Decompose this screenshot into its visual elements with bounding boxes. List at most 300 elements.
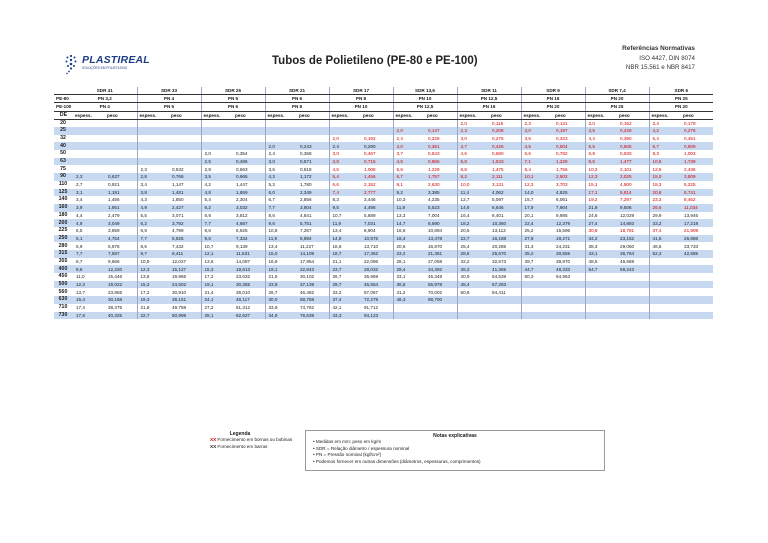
espessura-cell: 25,4: [457, 242, 489, 250]
peso-cell: [617, 304, 649, 312]
espessura-cell: 22,4: [521, 219, 553, 227]
espessura-cell: 12,3: [585, 173, 617, 181]
espessura-cell: 32,2: [457, 258, 489, 266]
peso-cell: 1,456: [105, 196, 137, 204]
peso-cell: 0,866: [425, 158, 457, 166]
peso-cell: [361, 127, 393, 135]
espessura-cell: 52,3: [649, 250, 681, 258]
peso-cell: 36,764: [617, 250, 649, 258]
peso-cell: 2,349: [297, 189, 329, 197]
espessura-cell: 29,4: [393, 265, 425, 273]
espessura-cell: 9,5: [329, 204, 361, 212]
de-cell: 160: [54, 204, 73, 212]
espessura-cell: 6,7: [265, 196, 297, 204]
peso-cell: 10,975: [361, 235, 393, 243]
brand-logo: [62, 53, 192, 75]
table-row: [54, 242, 713, 250]
espessura-cell: 18,7: [329, 250, 361, 258]
legend-black-mark: XX: [210, 443, 217, 449]
espessura-cell: 4,4: [585, 135, 617, 143]
table-row: [54, 135, 713, 143]
peso-cell: 7,297: [617, 196, 649, 204]
peso-cell: 59,243: [617, 265, 649, 273]
espessura-cell: 21,1: [329, 258, 361, 266]
peso-cell: 45,348: [425, 273, 457, 281]
espessura-cell: 3,1: [73, 189, 105, 197]
peso-cell: 0,504: [553, 142, 585, 150]
peso-cell: 17,362: [361, 250, 393, 258]
espessura-cell: [521, 296, 553, 304]
espessura-cell: 3,0: [265, 158, 297, 166]
espessura-cell: [585, 273, 617, 281]
espessura-cell: 2,0: [393, 127, 425, 135]
notes-title: Notas explicativas: [433, 433, 477, 439]
table-row: [54, 181, 713, 189]
espessura-cell: 10,3: [393, 196, 425, 204]
espessura-cell: 9,8: [73, 265, 105, 273]
peso-cell: [169, 135, 201, 143]
peso-cell: 41,365: [489, 265, 521, 273]
table-row: [54, 258, 713, 266]
espessura-cell: 2,9: [201, 165, 233, 173]
peso-cell: 1,229: [425, 165, 457, 173]
peso-cell: 55,978: [425, 281, 457, 289]
peso-cell: 9,506: [617, 204, 649, 212]
espessura-header: espess.: [457, 111, 489, 119]
header-row-pe100: [54, 103, 713, 111]
espessura-cell: [73, 165, 105, 173]
peso-cell: 9,985: [553, 212, 585, 220]
legend-coils-text: Fornecimento em bornas ou bobinas: [217, 437, 293, 443]
espessura-cell: 26,6: [649, 204, 681, 212]
de-cell: 20: [54, 119, 73, 127]
peso-cell: 16,870: [425, 242, 457, 250]
peso-cell: 7,587: [105, 250, 137, 258]
peso-cell: 0,663: [233, 165, 265, 173]
peso-cell: 8,590: [425, 219, 457, 227]
header-pe100-cell: PN 20: [649, 103, 713, 111]
peso-cell: 11,631: [233, 250, 265, 258]
references-line-2: NBR 15.561 e NBR 8417: [625, 64, 695, 72]
header-pe80-cell: PN 16: [521, 95, 585, 103]
espessura-header: espess.: [265, 111, 297, 119]
espessura-cell: 10,7: [329, 212, 361, 220]
peso-cell: 5,925: [169, 235, 201, 243]
espessura-cell: 12,3: [137, 265, 169, 273]
peso-cell: [553, 288, 585, 296]
espessura-cell: [649, 258, 681, 266]
espessura-header: espess.: [329, 111, 361, 119]
peso-cell: [489, 296, 521, 304]
espessura-cell: 5,5: [73, 227, 105, 235]
espessura-cell: 23,3: [649, 196, 681, 204]
de-cell: 32: [54, 135, 73, 143]
peso-cell: 1,228: [553, 158, 585, 166]
espessura-cell: [649, 304, 681, 312]
de-cell: 355: [54, 258, 73, 266]
espessura-cell: [265, 127, 297, 135]
espessura-cell: 24,1: [201, 296, 233, 304]
peso-cell: [425, 312, 457, 320]
espessura-cell: [649, 281, 681, 289]
espessura-cell: 41,2: [393, 288, 425, 296]
espessura-cell: [585, 304, 617, 312]
espessura-cell: 12,1: [201, 250, 233, 258]
espessura-cell: 25,2: [521, 227, 553, 235]
espessura-cell: [585, 281, 617, 289]
espessura-cell: 6,6: [329, 181, 361, 189]
espessura-cell: 3,0: [585, 119, 617, 127]
peso-cell: 2,101: [617, 165, 649, 173]
espessura-cell: 15,0: [265, 250, 297, 258]
peso-header: peso: [105, 111, 137, 119]
peso-cell: 1,447: [233, 181, 265, 189]
peso-cell: 3,792: [169, 219, 201, 227]
header-pe80-cell: PN 25: [649, 95, 713, 103]
peso-cell: 30,555: [553, 250, 585, 258]
peso-cell: [617, 312, 649, 320]
espessura-cell: 6,7: [649, 142, 681, 150]
peso-cell: 15,596: [553, 227, 585, 235]
espessura-cell: 4,5: [521, 142, 553, 150]
peso-cell: 0,131: [553, 119, 585, 127]
espessura-cell: 3,8: [137, 189, 169, 197]
espessura-cell: 15,3: [137, 281, 169, 289]
peso-cell: 5,097: [489, 196, 521, 204]
espessura-cell: 4,5: [329, 165, 361, 173]
de-cell: 730: [54, 312, 73, 320]
table-row: [54, 304, 713, 312]
peso-cell: [681, 273, 713, 281]
espessura-cell: [137, 135, 169, 143]
espessura-cell: 6,9: [585, 150, 617, 158]
espessura-cell: 28,6: [457, 250, 489, 258]
espessura-cell: 2,3: [137, 165, 169, 173]
header-pe80-cell: PN 8: [329, 95, 393, 103]
espessura-cell: 34,2: [585, 235, 617, 243]
espessura-cell: 18,2: [457, 219, 489, 227]
peso-cell: 10,360: [489, 219, 521, 227]
peso-cell: 15,127: [169, 265, 201, 273]
peso-cell: [297, 119, 329, 127]
peso-cell: 6,061: [553, 196, 585, 204]
peso-cell: 2,479: [105, 212, 137, 220]
header-sdr-cell: SDR 17: [329, 87, 393, 95]
peso-cell: 50,999: [169, 312, 201, 320]
espessura-cell: 8,6: [201, 227, 233, 235]
espessura-cell: 50,3: [521, 273, 553, 281]
espessura-cell: 17,1: [585, 189, 617, 197]
peso-cell: 0,197: [553, 127, 585, 135]
peso-cell: 1,739: [681, 158, 713, 166]
de-cell: 200: [54, 219, 73, 227]
espessura-cell: 9,2: [393, 189, 425, 197]
peso-cell: 57,067: [361, 288, 393, 296]
peso-cell: [105, 135, 137, 143]
peso-cell: 2,777: [361, 189, 393, 197]
peso-cell: 3,025: [617, 173, 649, 181]
espessura-cell: 24,6: [585, 212, 617, 220]
header-sdr-cell: SDR 7,4: [585, 87, 649, 95]
espessura-cell: [201, 127, 233, 135]
espessura-cell: 31,3: [521, 242, 553, 250]
espessura-cell: 2,4: [393, 135, 425, 143]
peso-cell: 18,613: [233, 265, 265, 273]
espessura-cell: 43,1: [585, 250, 617, 258]
peso-cell: 61,312: [233, 304, 265, 312]
espessura-cell: 2,0: [201, 150, 233, 158]
peso-header: peso: [233, 111, 265, 119]
espessura-cell: [73, 158, 105, 166]
peso-cell: 0,768: [169, 173, 201, 181]
peso-cell: 40,325: [105, 312, 137, 320]
peso-cell: 7,031: [361, 219, 393, 227]
espessura-cell: 12,5: [649, 165, 681, 173]
peso-cell: [233, 142, 265, 150]
espessura-cell: 4,8: [201, 189, 233, 197]
peso-cell: 1,850: [169, 196, 201, 204]
peso-cell: 11,227: [297, 242, 329, 250]
espessura-cell: 11,0: [73, 273, 105, 281]
peso-cell: 22,843: [297, 265, 329, 273]
espessura-cell: 14,8: [329, 235, 361, 243]
peso-cell: 9,139: [233, 242, 265, 250]
espessura-cell: 13,7: [73, 288, 105, 296]
peso-cell: [553, 304, 585, 312]
espessura-cell: 11,8: [393, 204, 425, 212]
page-title: Tubos de Polietileno (PE-80 e PE-100): [272, 55, 478, 67]
peso-cell: 9,666: [105, 258, 137, 266]
espessura-cell: 6,9: [73, 242, 105, 250]
peso-cell: 7,432: [169, 242, 201, 250]
peso-cell: 9,411: [169, 250, 201, 258]
peso-cell: 74,762: [297, 304, 329, 312]
table-row: [54, 235, 713, 243]
peso-cell: 0,179: [681, 119, 713, 127]
header-label-pe100: PE-100: [56, 104, 72, 110]
espessura-cell: 14,0: [521, 189, 553, 197]
espessura-cell: 3,0: [393, 142, 425, 150]
espessura-cell: 8,3: [649, 150, 681, 158]
peso-cell: 0,275: [489, 135, 521, 143]
peso-cell: 20,285: [489, 242, 521, 250]
peso-cell: 11,034: [681, 204, 713, 212]
peso-cell: 7,334: [233, 235, 265, 243]
peso-cell: [169, 150, 201, 158]
espessura-cell: [649, 296, 681, 304]
peso-cell: 12,379: [553, 219, 585, 227]
espessura-cell: 3,4: [73, 196, 105, 204]
espessura-cell: 23,9: [265, 281, 297, 289]
subheader-row: [54, 111, 713, 119]
table-row: [54, 150, 713, 158]
espessura-cell: 15,0: [649, 173, 681, 181]
peso-cell: 0,147: [425, 127, 457, 135]
peso-cell: 37,139: [297, 281, 329, 289]
espessura-cell: 15,4: [73, 296, 105, 304]
espessura-cell: 14,6: [457, 204, 489, 212]
table-row: [54, 165, 713, 173]
peso-cell: 1,481: [169, 189, 201, 197]
header-sdr-cell: SDR 11: [457, 87, 521, 95]
de-cell: 400: [54, 265, 73, 273]
espessura-cell: 7,7: [137, 235, 169, 243]
espessura-cell: 18,4: [393, 235, 425, 243]
espessura-cell: 15,3: [201, 265, 233, 273]
espessura-cell: 33,2: [649, 219, 681, 227]
espessura-cell: 2,3: [73, 173, 105, 181]
brand-name: PLASTIREAL: [82, 54, 150, 66]
peso-cell: 12,029: [617, 212, 649, 220]
espessura-cell: 19,2: [585, 196, 617, 204]
note-4: • Podemos fornecer em outras dimensões (diâmetros, espessuras, comprimentos): [313, 458, 481, 464]
peso-cell: [489, 304, 521, 312]
espessura-cell: [73, 150, 105, 158]
espessura-header: espess.: [137, 111, 169, 119]
espessura-cell: 20,5: [457, 227, 489, 235]
espessura-cell: 29,7: [329, 281, 361, 289]
peso-cell: 3,812: [233, 212, 265, 220]
de-cell: 315: [54, 250, 73, 258]
espessura-cell: [137, 150, 169, 158]
peso-cell: 13,478: [425, 235, 457, 243]
espessura-cell: 23,7: [329, 265, 361, 273]
header-pe80-cell: PN 10: [393, 95, 457, 103]
peso-cell: 42,685: [681, 250, 713, 258]
peso-cell: 64,953: [553, 273, 585, 281]
peso-cell: 49,759: [169, 304, 201, 312]
de-cell: 75: [54, 165, 73, 173]
peso-cell: 3,032: [233, 204, 265, 212]
peso-cell: 84,411: [489, 288, 521, 296]
peso-cell: 0,192: [361, 135, 393, 143]
peso-cell: 5,976: [105, 242, 137, 250]
header-pe100-cell: PN 20: [521, 103, 585, 111]
peso-cell: 0,543: [425, 150, 457, 158]
peso-cell: [553, 312, 585, 320]
peso-cell: 5,751: [297, 219, 329, 227]
peso-cell: 88,700: [425, 296, 457, 304]
espessura-cell: 2,0: [457, 119, 489, 127]
peso-header: peso: [489, 111, 521, 119]
espessura-cell: 19,1: [201, 281, 233, 289]
espessura-cell: 7,4: [329, 189, 361, 197]
espessura-cell: 3,4: [137, 181, 169, 189]
peso-cell: 0,228: [425, 135, 457, 143]
de-cell: 25: [54, 127, 73, 135]
peso-cell: 24,502: [169, 281, 201, 289]
peso-cell: 0,351: [425, 142, 457, 150]
espessura-cell: 10,0: [457, 181, 489, 189]
header-pe80-cell: PN 12,5: [457, 95, 521, 103]
notes-block: [305, 430, 605, 471]
espessura-cell: [329, 119, 361, 127]
header-row-pe80: [54, 95, 713, 103]
de-cell: 710: [54, 304, 73, 312]
peso-cell: [297, 127, 329, 135]
peso-cell: 1,003: [681, 150, 713, 158]
espessura-cell: 10,9: [137, 258, 169, 266]
espessura-cell: 50,8: [457, 288, 489, 296]
peso-cell: 1,008: [361, 165, 393, 173]
peso-cell: 8,894: [297, 235, 329, 243]
peso-cell: 18,791: [617, 227, 649, 235]
peso-cell: 48,117: [233, 296, 265, 304]
espessura-cell: 23,2: [393, 250, 425, 258]
espessura-cell: 4,2: [649, 127, 681, 135]
de-cell: 110: [54, 181, 73, 189]
header-pe80-cell: PN 3,2: [73, 95, 137, 103]
de-cell: 40: [54, 142, 73, 150]
espessura-cell: 35,2: [521, 250, 553, 258]
peso-cell: 1,951: [105, 204, 137, 212]
peso-cell: 23,855: [105, 288, 137, 296]
espessura-cell: 17,2: [201, 273, 233, 281]
peso-cell: 91,712: [361, 304, 393, 312]
peso-header: peso: [297, 111, 329, 119]
espessura-cell: 2,4: [265, 150, 297, 158]
table-row: [54, 204, 713, 212]
espessura-cell: 8,6: [265, 212, 297, 220]
espessura-cell: [329, 127, 361, 135]
espessura-cell: [521, 281, 553, 289]
header-pe80-cell: PN 6: [265, 95, 329, 103]
peso-cell: 0,323: [553, 135, 585, 143]
de-cell: 500: [54, 281, 73, 289]
peso-cell: 4,825: [553, 189, 585, 197]
peso-cell: [681, 304, 713, 312]
peso-cell: 0,116: [489, 119, 521, 127]
de-cell: 450: [54, 273, 73, 281]
header-sdr-cell: SDR 21: [265, 87, 329, 95]
header-sdr-cell: SDR 9: [521, 87, 585, 95]
peso-cell: [361, 119, 393, 127]
espessura-cell: 21,4: [201, 288, 233, 296]
peso-cell: 30,355: [233, 281, 265, 289]
espessura-header: espess.: [73, 111, 105, 119]
espessura-header: espess.: [201, 111, 233, 119]
espessura-cell: [457, 296, 489, 304]
peso-cell: 5,925: [233, 227, 265, 235]
peso-cell: 46,482: [297, 288, 329, 296]
header-pe80-cell: PN 5: [201, 95, 265, 103]
espessura-cell: 12,7: [457, 196, 489, 204]
espessura-cell: 2,5: [201, 158, 233, 166]
peso-cell: 1,043: [489, 158, 521, 166]
espessura-cell: [201, 119, 233, 127]
espessura-cell: 45,4: [457, 281, 489, 289]
peso-cell: 16,188: [489, 235, 521, 243]
peso-cell: [681, 288, 713, 296]
espessura-cell: 6,1: [73, 235, 105, 243]
espessura-cell: 4,6: [457, 150, 489, 158]
peso-cell: 2,502: [553, 173, 585, 181]
peso-cell: 3,509: [681, 173, 713, 181]
espessura-cell: 9,6: [201, 235, 233, 243]
espessura-cell: 3,7: [457, 142, 489, 150]
espessura-cell: 4,9: [137, 204, 169, 212]
peso-cell: 2,304: [233, 196, 265, 204]
espessura-cell: 6,2: [137, 219, 169, 227]
espessura-header: espess.: [585, 111, 617, 119]
espessura-cell: 18,3: [649, 181, 681, 189]
espessura-cell: [585, 312, 617, 320]
espessura-cell: 17,9: [521, 204, 553, 212]
peso-cell: 0,425: [489, 142, 521, 150]
references-line-1: ISO 4427, DIN 8074: [639, 54, 695, 62]
legend-bars-text: Fornecimento em barras: [217, 443, 268, 449]
espessura-cell: 3,5: [201, 173, 233, 181]
